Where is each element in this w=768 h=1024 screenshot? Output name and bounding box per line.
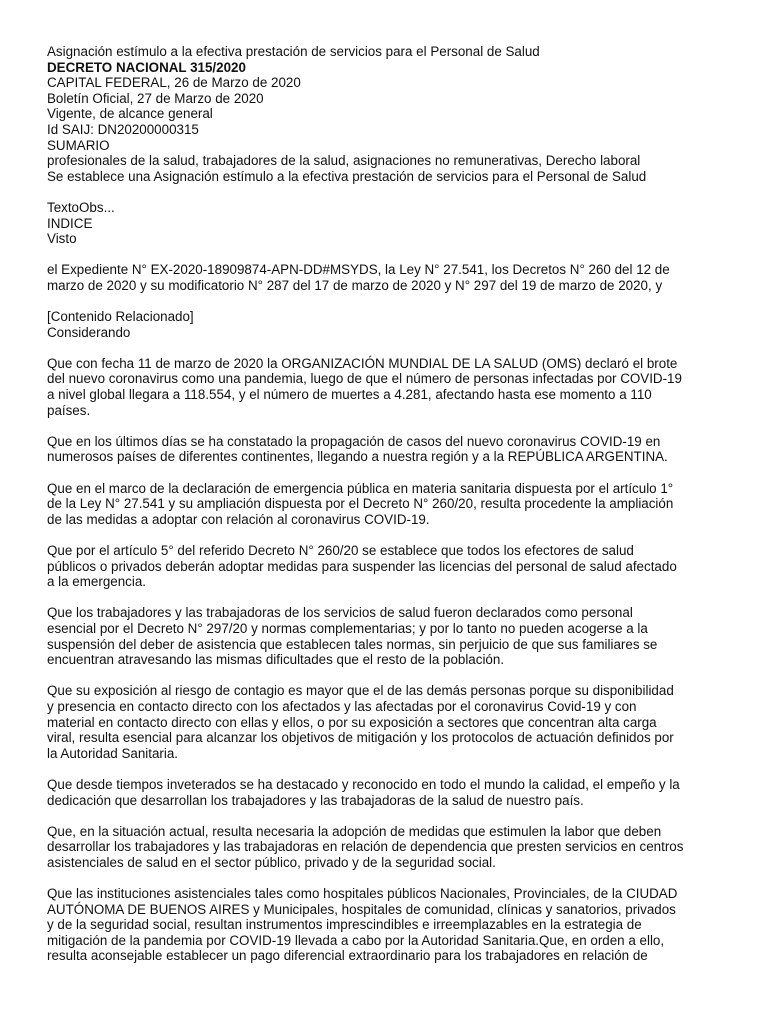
validity-scope: Vigente, de alcance general [47,106,213,122]
paragraph-line: y de la seguridad social, resultan instrumentos imprescindibles e irreemplazables en la estrategia de [47,917,642,933]
visto-paragraph [47,262,722,293]
official-bulletin: Boletín Oficial, 27 de Marzo de 2020 [47,90,264,106]
decree-number: DECRETO NACIONAL 315/2020 [47,59,246,75]
considerando-paragraph [47,481,722,528]
paragraph-line: Que con fecha 11 de marzo de 2020 la ORGANIZACIÓN MUNDIAL DE LA SALUD (OMS) declaró el brote [47,355,678,371]
paragraph-line: viral, resulta esencial para alcanzar los objetivos de mitigación y los protocolos de actuación definidos por [47,730,674,746]
paragraph-line: numerosos países de diferentes continentes, llegando a nuestra región y a la REPÚBLICA ARGENTINA. [47,449,668,465]
considerando-paragraph [47,543,722,590]
spacer [47,527,737,543]
paragraph-line: Que su exposición al riesgo de contagio es mayor que el de las demás personas porque su disponibilidad [47,683,674,699]
paragraph-line: Que en los últimos días se ha constatado la propagación de casos del nuevo coronavirus COVID-19 en [47,433,661,449]
considerando-heading: Considerando [47,324,131,340]
related-content-link[interactable]: [Contenido Relacionado] [47,309,194,325]
paragraph-line: públicos o privados deberán adoptar medidas para suspender las licencias del personal de salud afectado [47,558,677,574]
spacer [47,184,737,200]
paragraph-line: resulta aconsejable establecer un pago diferencial extraordinario para los trabajadores en relación de [47,948,648,964]
paragraph-line: mitigación de la pandemia por COVID-19 llevada a cabo por la Autoridad Sanitaria.Que, en orden a ello, [47,932,665,948]
paragraph-line: esencial por el Decreto N° 297/20 y normas complementarias; y por lo tanto no pueden acogerse a la [47,620,648,636]
indice-link[interactable]: INDICE [47,215,93,231]
spacer [47,418,737,434]
summary-label: SUMARIO [47,137,110,153]
paragraph-line: suspensión del deber de asistencia que establecen tales normas, sin perjuicio de que sus familiares se [47,636,658,652]
summary-text: Se establece una Asignación estímulo a la efectiva prestación de servicios para el Personal de Salud [47,168,647,184]
summary-keywords: profesionales de la salud, trabajadores de la salud, asignaciones no remunerativas, Derecho laboral [47,153,641,169]
considerando-paragraph [47,886,722,964]
paragraph-line: encuentran atravesando las mismas dificultades que el resto de la población. [47,652,505,668]
spacer [47,247,737,263]
spacer [47,761,737,777]
spacer [47,465,737,481]
paragraph-line: la Autoridad Sanitaria. [47,745,179,761]
document-page [47,44,737,964]
paragraph-line: asistenciales de salud en el sector público, privado y de la seguridad social. [47,854,496,870]
spacer [47,340,737,356]
visto-heading: Visto [47,231,77,247]
considerando-paragraphs [47,356,737,964]
paragraph-line: del nuevo coronavirus como una pandemia, luego de que el número de personas infectadas por COVID-19 [47,371,682,387]
paragraph-line: Que, en la situación actual, resulta necesaria la adopción de medidas que estimulen la labor que deben [47,823,662,839]
paragraph-line: de la Ley N° 27.541 y su ampliación dispuesta por el Decreto N° 260/20, resulta procedente la ampliación [47,496,674,512]
paragraph-line: Que desde tiempos inveterados se ha destacado y reconocido en todo el mundo la calidad, el empeño y la [47,776,680,792]
spacer [47,808,737,824]
considerando-paragraph [47,824,722,871]
visto-line: marzo de 2020 y su modificatorio N° 287 del 17 de marzo de 2020 y N° 297 del 19 de marzo de 2020, y [47,277,663,293]
spacer [47,668,737,684]
considerando-paragraph [47,777,722,808]
paragraph-line: desarrollar los trabajadores y las trabajadoras en relación de dependencia que presten servicios en centros [47,839,684,855]
paragraph-line: a nivel global llegara a 118.554, y el número de muertes a 4.281, afectando hasta ese momento a 110 [47,387,652,403]
visto-line: el Expediente N° EX-2020-18909874-APN-DD#MSYDS, la Ley N° 27.541, los Decretos N° 260 del 12 de [47,262,670,278]
place-date: CAPITAL FEDERAL, 26 de Marzo de 2020 [47,75,301,91]
paragraph-line: AUTÓNOMA DE BUENOS AIRES y Municipales, hospitales de comunidad, clínicas y sanatorios, privados [47,901,676,917]
paragraph-line: Que en el marco de la declaración de emergencia pública en materia sanitaria dispuesta por el artículo 1° [47,480,674,496]
paragraph-line: material en contacto directo con ellas y ellos, o por su exposición a sectores que concentran alta carga [47,714,657,730]
saij-id: Id SAIJ: DN20200000315 [47,121,199,137]
paragraph-line: dedicación que desarrollan los trabajadores y las trabajadoras de la salud de nuestro país. [47,792,584,808]
paragraph-line: Que las instituciones asistenciales tales como hospitales públicos Nacionales, Provinciales, de la CIUDAD [47,886,678,902]
texto-obs-link[interactable]: TextoObs... [47,199,115,215]
paragraph-line: países. [47,402,91,418]
paragraph-line: y presencia en contacto directo con los afectados y las afectadas por el coronavirus Covid-19 y con [47,698,637,714]
paragraph-line: Que por el artículo 5° del referido Decreto N° 260/20 se establece que todos los efectores de salud [47,543,634,558]
considerando-paragraph [47,356,722,418]
paragraph-line: Que los trabajadores y las trabajadoras de los servicios de salud fueron declarados como personal [47,605,633,621]
spacer [47,870,737,886]
document-title: Asignación estímulo a la efectiva prestación de servicios para el Personal de Salud [47,44,540,59]
considerando-paragraph [47,605,722,667]
spacer [47,294,737,310]
considerando-paragraph [47,434,722,465]
paragraph-line: a la emergencia. [47,574,146,590]
spacer [47,590,737,606]
considerando-paragraph [47,683,722,761]
paragraph-line: de las medidas a adoptar con relación al coronavirus COVID-19. [47,511,430,527]
